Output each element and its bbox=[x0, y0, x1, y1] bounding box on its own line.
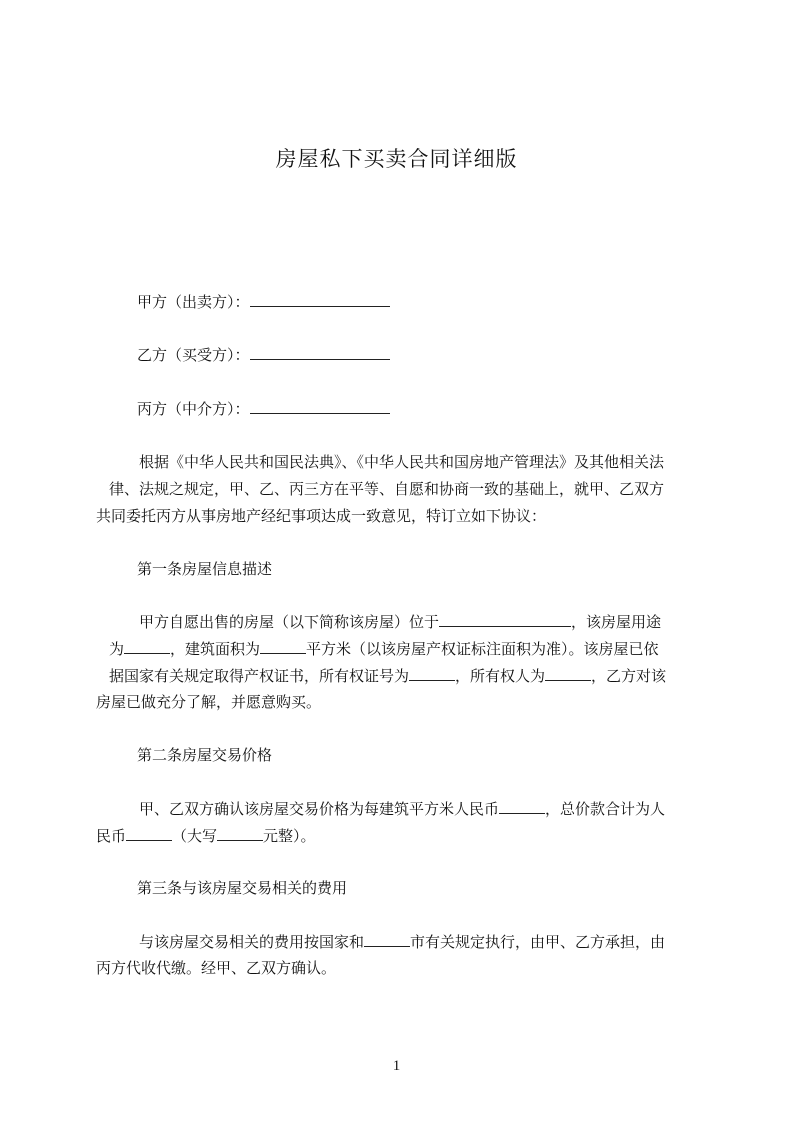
article-1-text-c: 为 bbox=[109, 640, 125, 658]
article-2-line-2 bbox=[96, 826, 316, 845]
location-blank[interactable] bbox=[439, 612, 571, 627]
party-c-blank[interactable] bbox=[250, 399, 390, 414]
city-blank[interactable] bbox=[364, 932, 410, 947]
article-3-line-1 bbox=[139, 932, 665, 951]
article-1-line-4: 房屋已做充分了解，并愿意购买。 bbox=[96, 693, 322, 711]
page-number: 1 bbox=[392, 1058, 401, 1074]
article-2-line-1 bbox=[139, 799, 665, 818]
article-3-text-b: 市有关规定执行，由甲、乙方承担，由 bbox=[410, 933, 666, 951]
party-a-line bbox=[137, 292, 390, 311]
article-2-text-a: 甲、乙双方确认该房屋交易价格为每建筑平方米人民币 bbox=[139, 800, 500, 818]
usage-blank[interactable] bbox=[124, 639, 170, 654]
article-1-text-f: 据国家有关规定取得产权证书，所有权证号为 bbox=[109, 667, 410, 685]
article-2-text-e: 元整）。 bbox=[263, 827, 316, 845]
party-c-label: 丙方（中介方）： bbox=[137, 400, 250, 418]
article-1-line-1 bbox=[139, 612, 661, 631]
preamble-line-2: 律、法规之规定，甲、乙、丙三方在平等、自愿和协商一致的基础上，就甲、乙双方 bbox=[109, 480, 665, 498]
article-1-text-a: 甲方自愿出售的房屋（以下简称该房屋）位于 bbox=[139, 613, 440, 631]
article-3-heading: 第三条与该房屋交易相关的费用 bbox=[137, 879, 348, 897]
area-blank[interactable] bbox=[260, 639, 306, 654]
total-price-uppercase-blank[interactable] bbox=[217, 826, 263, 841]
article-2-text-b: ，总价款合计为人 bbox=[545, 800, 666, 818]
article-1-text-g: ，所有权人为 bbox=[455, 667, 546, 685]
party-b-line bbox=[137, 345, 390, 364]
article-2-text-d: （大写 bbox=[172, 827, 218, 845]
party-b-blank[interactable] bbox=[250, 345, 390, 360]
article-1-text-d: ，建筑面积为 bbox=[170, 640, 261, 658]
article-3-text-a: 与该房屋交易相关的费用按国家和 bbox=[139, 933, 365, 951]
preamble-line-3: 共同委托丙方从事房地产经纪事项达成一致意见，特订立如下协议： bbox=[96, 507, 547, 525]
article-1-line-2 bbox=[109, 639, 659, 658]
article-3-line-2: 丙方代收代缴。经甲、乙双方确认。 bbox=[96, 959, 337, 977]
unit-price-blank[interactable] bbox=[499, 799, 545, 814]
party-a-label: 甲方（出卖方）： bbox=[137, 293, 250, 311]
article-2-text-c: 民币 bbox=[96, 827, 127, 845]
document-title: 房屋私下买卖合同详细版 bbox=[275, 147, 518, 171]
certificate-no-blank[interactable] bbox=[409, 666, 455, 681]
party-a-blank[interactable] bbox=[250, 292, 390, 307]
article-1-text-b: ，该房屋用途 bbox=[571, 613, 662, 631]
article-1-text-e: 平方米（以该房屋产权证标注面积为准）。该房屋已依 bbox=[306, 640, 659, 658]
party-c-line bbox=[137, 399, 390, 418]
party-b-label: 乙方（买受方）： bbox=[137, 346, 250, 364]
article-1-line-3 bbox=[109, 666, 666, 685]
owner-blank[interactable] bbox=[545, 666, 591, 681]
preamble-line-1: 根据《中华人民共和国民法典》、《中华人民共和国房地产管理法》及其他相关法 bbox=[139, 453, 665, 471]
article-1-heading: 第一条房屋信息描述 bbox=[137, 560, 273, 578]
total-price-blank[interactable] bbox=[126, 826, 172, 841]
article-1-text-h: ，乙方对该 bbox=[591, 667, 667, 685]
article-2-heading: 第二条房屋交易价格 bbox=[137, 746, 273, 764]
